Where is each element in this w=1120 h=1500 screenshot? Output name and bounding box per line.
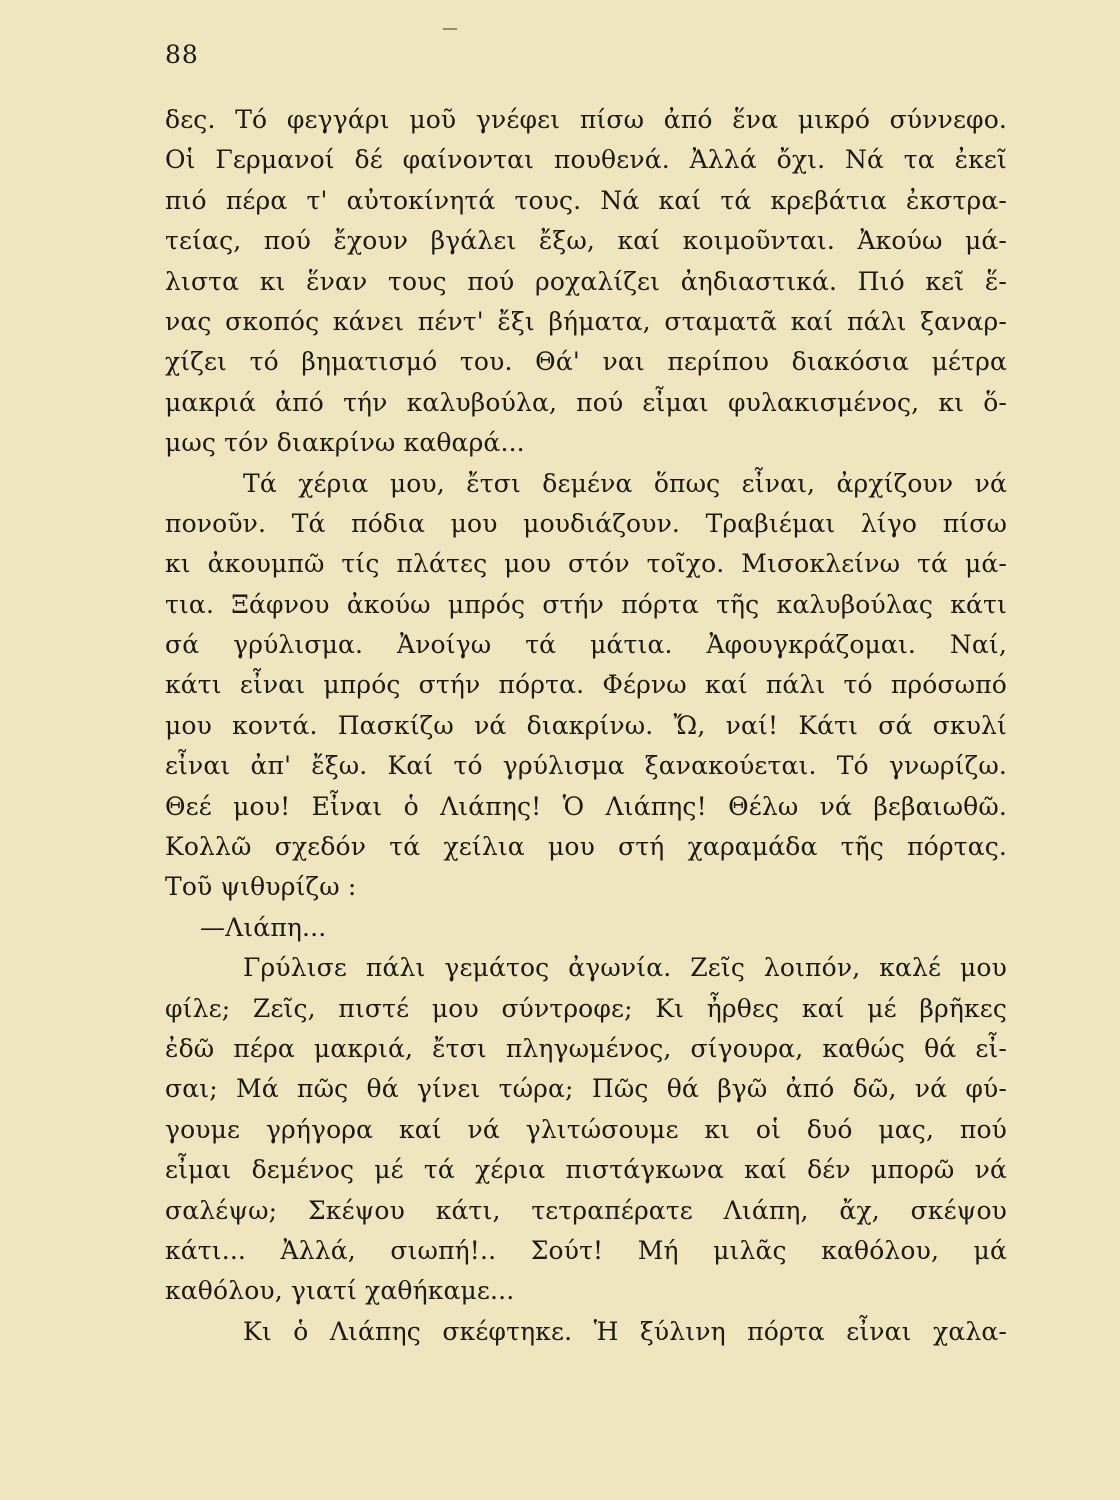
text-line: φίλε; Ζεῖς, πιστέ μου σύντροφε; Κι ἦρθες καί μέ βρῆκες <box>165 993 1007 1023</box>
text-line: νας σκοπός κάνει πέντ' ἔξι βήματα, σταματᾶ καί πάλι ξαναρ- <box>165 306 1007 336</box>
dialogue-line: —Λιάπη... <box>200 912 327 942</box>
text-line: μακριά ἀπό τήν καλυβούλα, πού εἶμαι φυλακισμένος, κι ὅ- <box>165 387 1007 417</box>
text-line: κι ἀκουμπῶ τίς πλάτες μου στόν τοῖχο. Μισοκλείνω τά μά- <box>165 549 1007 579</box>
text-line: μως τόν διακρίνω καθαρά... <box>165 428 525 458</box>
body-text <box>165 100 1007 1352</box>
text-line: κάτι εἶναι μπρός στήν πόρτα. Φέρνω καί πάλι τό πρόσωπό <box>165 670 1007 700</box>
text-line: Οἱ Γερμανοί δέ φαίνονται πουθενά. Ἀλλά ὄχι. Νά τα ἐκεῖ <box>165 145 1007 175</box>
text-line: πιό πέρα τ' αὐτοκίνητά τους. Νά καί τά κρεβάτια ἐκστρα- <box>165 185 1007 215</box>
text-line: τείας, πού ἔχουν βγάλει ἔξω, καί κοιμοῦνται. Ἀκούω μά- <box>165 226 1007 256</box>
page-number: 88 <box>165 40 199 69</box>
text-line: τια. Ξάφνου ἀκούω μπρός στήν πόρτα τῆς καλυβούλας κάτι <box>165 589 1007 619</box>
print-mark <box>443 28 457 30</box>
text-line: Θεέ μου! Εἶναι ὁ Λιάπης! Ὁ Λιάπης! Θέλω νά βεβαιωθῶ. <box>165 791 1007 821</box>
paragraph-start-line: Τά χέρια μου, ἔτσι δεμένα ὅπως εἶναι, ἀρχίζουν νά <box>243 468 1007 498</box>
paragraph-start-line: Κι ὁ Λιάπης σκέφτηκε. Ἡ ξύλινη πόρτα εἶναι χαλα- <box>243 1316 1007 1346</box>
text-line: σά γρύλισμα. Ἀνοίγω τά μάτια. Ἀφουγκράζομαι. Ναί, <box>165 630 1007 660</box>
text-line: λιστα κι ἕναν τους πού ροχαλίζει ἀηδιαστικά. Πιό κεῖ ἕ- <box>165 266 1007 296</box>
text-line: πονοῦν. Τά πόδια μου μουδιάζουν. Τραβιέμαι λίγο πίσω <box>165 508 1007 538</box>
text-line: μου κοντά. Πασκίζω νά διακρίνω. Ὤ, ναί! Κάτι σά σκυλί <box>165 710 1007 740</box>
text-line: σαι; Μά πῶς θά γίνει τώρα; Πῶς θά βγῶ ἀπό δῶ, νά φύ- <box>165 1074 1007 1104</box>
text-line: Τοῦ ψιθυρίζω : <box>165 872 357 902</box>
text-line: εἶναι ἀπ' ἔξω. Καί τό γρύλισμα ξανακούεται. Τό γνωρίζω. <box>165 751 1007 781</box>
text-line: σαλέψω; Σκέψου κάτι, τετραπέρατε Λιάπη, ἄχ, σκέψου <box>165 1195 1007 1225</box>
text-line: κάτι... Ἀλλά, σιωπή!.. Σούτ! Μή μιλᾶς καθόλου, μά <box>165 1235 1007 1265</box>
text-line: Κολλῶ σχεδόν τά χείλια μου στή χαραμάδα τῆς πόρτας. <box>165 832 1007 862</box>
text-line: γουμε γρήγορα καί νά γλιτώσουμε κι οἱ δυό μας, πού <box>165 1114 1007 1144</box>
text-line: χίζει τό βηματισμό του. Θά' ναι περίπου διακόσια μέτρα <box>165 347 1007 377</box>
text-line: καθόλου, γιατί χαθήκαμε... <box>165 1276 515 1306</box>
text-line: ἐδῶ πέρα μακριά, ἔτσι πληγωμένος, σίγουρα, καθώς θά εἶ- <box>165 1033 1007 1063</box>
text-line: δες. Τό φεγγάρι μοῦ γνέφει πίσω ἀπό ἕνα μικρό σύννεφο. <box>165 105 1007 134</box>
text-line: εἶμαι δεμένος μέ τά χέρια πιστάγκωνα καί δέν μπορῶ νά <box>165 1155 1007 1185</box>
paragraph-start-line: Γρύλισε πάλι γεμάτος ἀγωνία. Ζεῖς λοιπόν, καλέ μου <box>243 953 1007 983</box>
